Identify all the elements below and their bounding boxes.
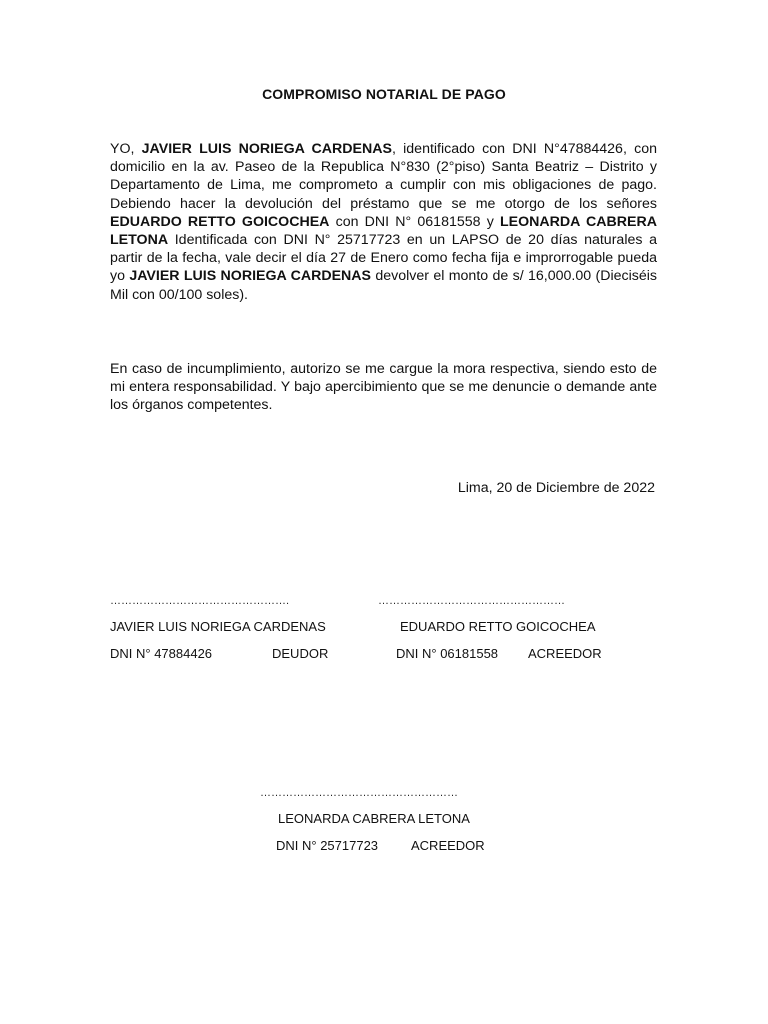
debtor-dni: DNI N° 47884426 (110, 646, 213, 661)
creditor2-role: ACREEDOR (411, 838, 485, 853)
document-title: COMPROMISO NOTARIAL DE PAGO (262, 86, 506, 102)
paragraph1-text-4: Identificada con DNI N° 25717723 en un LAPSO de 20 días naturales a partir de la fecha, vale decir el día 27 de Enero como fecha fija e improrrogable pueda yo (110, 232, 657, 285)
creditor2-name: LEONARDA CABRERA LETONA (278, 811, 470, 826)
debtor-name: JAVIER LUIS NORIEGA CARDENAS (110, 619, 326, 634)
creditor1-role: ACREEDOR (528, 646, 602, 661)
creditor1-signature-line: …………………………………………… (378, 595, 565, 607)
creditor2-dni: DNI N° 25717723 (276, 838, 379, 853)
paragraph1-text-5: devolver el monto de s/ 16,000.00 (Dieciséis Mil con 00/100 soles). (110, 268, 657, 303)
debtor-signature-line: …………………………………………. (110, 595, 290, 607)
paragraph1-text-2: , identificado con DNI N°47884426, con domicilio en la av. Paseo de la Republica N°830 (2°piso) Santa Beatriz – Distrito y Departamento de Lima, me comprometo a cumplir con mis obligaciones de pago. Debiendo hacer la devolución del préstamo que se me otorgo de los señores (110, 141, 657, 212)
paragraph1-text-1: YO, (110, 141, 142, 157)
creditor2-name-bold: LEONARDA CABRERA LETONA (110, 213, 657, 249)
creditor1-dni: DNI N° 06181558 (396, 646, 499, 661)
paragraph1-text-3: con DNI N° 06181558 y (329, 213, 500, 230)
debtor-role: DEUDOR (272, 646, 329, 661)
creditor1-name-bold: EDUARDO RETTO GOICOCHEA (110, 213, 330, 230)
default-clause-paragraph: En caso de incumplimiento, autorizo se me cargue la mora respectiva, siendo esto de mi entera responsabilidad. Y bajo apercibimiento que se me denuncie o demande ante los órganos competentes. (110, 361, 657, 414)
place-date: Lima, 20 de Diciembre de 2022 (457, 480, 655, 496)
debtor-name-bold: JAVIER LUIS NORIEGA CARDENAS (141, 141, 392, 157)
creditor2-signature-line: ……………………………………………… (260, 787, 458, 799)
debtor-name-bold-2: JAVIER LUIS NORIEGA CARDENAS (129, 268, 371, 285)
creditor1-name: EDUARDO RETTO GOICOCHEA (400, 619, 596, 634)
commitment-paragraph (110, 140, 657, 304)
